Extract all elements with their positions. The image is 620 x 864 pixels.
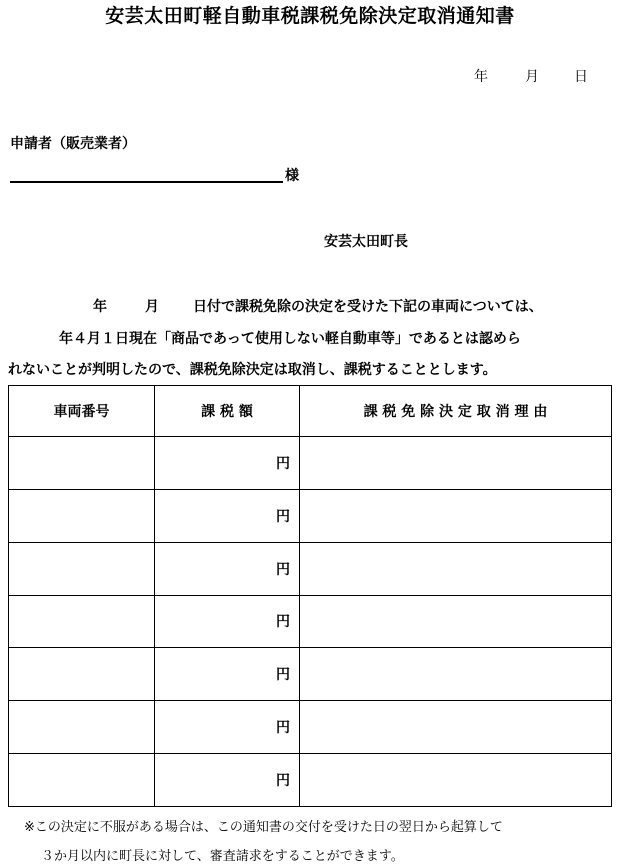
vehicle-number-cell xyxy=(9,542,155,595)
vehicle-number-cell xyxy=(9,437,155,490)
amount-cell xyxy=(155,542,300,595)
applicant-label: 申請者（販売業者） xyxy=(10,136,136,152)
reason-cell xyxy=(300,437,612,490)
date-year-label: 年 xyxy=(474,69,488,85)
vehicle-number-cell xyxy=(9,489,155,542)
vehicle-number-cell xyxy=(9,595,155,648)
yen-unit: 円 xyxy=(276,508,290,525)
applicant-name-line xyxy=(10,181,283,183)
amount-cell xyxy=(155,754,300,807)
body-line3: れないことが判明したので、課税免除決定は取消し、課税することとします。 xyxy=(8,362,497,378)
header-tax-amount: 課 税 額 xyxy=(155,386,300,437)
amount-cell xyxy=(155,648,300,701)
yen-unit: 円 xyxy=(276,614,290,631)
yen-unit: 円 xyxy=(276,667,290,684)
table-row xyxy=(9,542,612,595)
amount-cell xyxy=(155,437,300,490)
body-line2: 年４月１日現在「商品であって使用しない軽自動車等」であるとは認めら xyxy=(59,331,521,347)
body-line1-rest: 日付で課税免除の決定を受けた下記の車両については、 xyxy=(193,299,543,315)
body-month: 月 xyxy=(145,299,159,315)
table-row xyxy=(9,648,612,701)
amount-cell xyxy=(155,701,300,754)
issuer-name: 安芸太田町長 xyxy=(324,234,408,250)
appeal-note-line2: ３か月以内に町長に対して、審査請求をすることができます。 xyxy=(41,849,404,864)
reason-cell xyxy=(300,595,612,648)
reason-cell xyxy=(300,542,612,595)
yen-unit: 円 xyxy=(276,561,290,578)
yen-unit: 円 xyxy=(276,773,290,790)
vehicle-number-cell xyxy=(9,648,155,701)
reason-cell xyxy=(300,701,612,754)
vehicle-number-cell xyxy=(9,754,155,807)
reason-cell xyxy=(300,648,612,701)
date-month-label: 月 xyxy=(525,69,539,85)
vehicle-table xyxy=(8,385,612,807)
table-row xyxy=(9,489,612,542)
header-cancel-reason: 課 税 免 除 決 定 取 消 理 由 xyxy=(300,386,612,437)
table-row xyxy=(9,701,612,754)
body-year: 年 xyxy=(93,299,107,315)
document-title: 安芸太田町軽自動車税課税免除決定取消通知書 xyxy=(105,5,515,27)
honorific-sama: 様 xyxy=(285,168,299,184)
yen-unit: 円 xyxy=(276,720,290,737)
date-day-label: 日 xyxy=(574,69,588,85)
table-row xyxy=(9,754,612,807)
table-header-row xyxy=(9,386,612,437)
header-vehicle-number: 車両番号 xyxy=(9,386,155,437)
table-row xyxy=(9,595,612,648)
amount-cell xyxy=(155,595,300,648)
reason-cell xyxy=(300,489,612,542)
appeal-note-line1: ※この決定に不服がある場合は、この通知書の交付を受けた日の翌日から起算して xyxy=(24,820,503,835)
amount-cell xyxy=(155,489,300,542)
table-row xyxy=(9,437,612,490)
reason-cell xyxy=(300,754,612,807)
vehicle-number-cell xyxy=(9,701,155,754)
yen-unit: 円 xyxy=(276,455,290,472)
